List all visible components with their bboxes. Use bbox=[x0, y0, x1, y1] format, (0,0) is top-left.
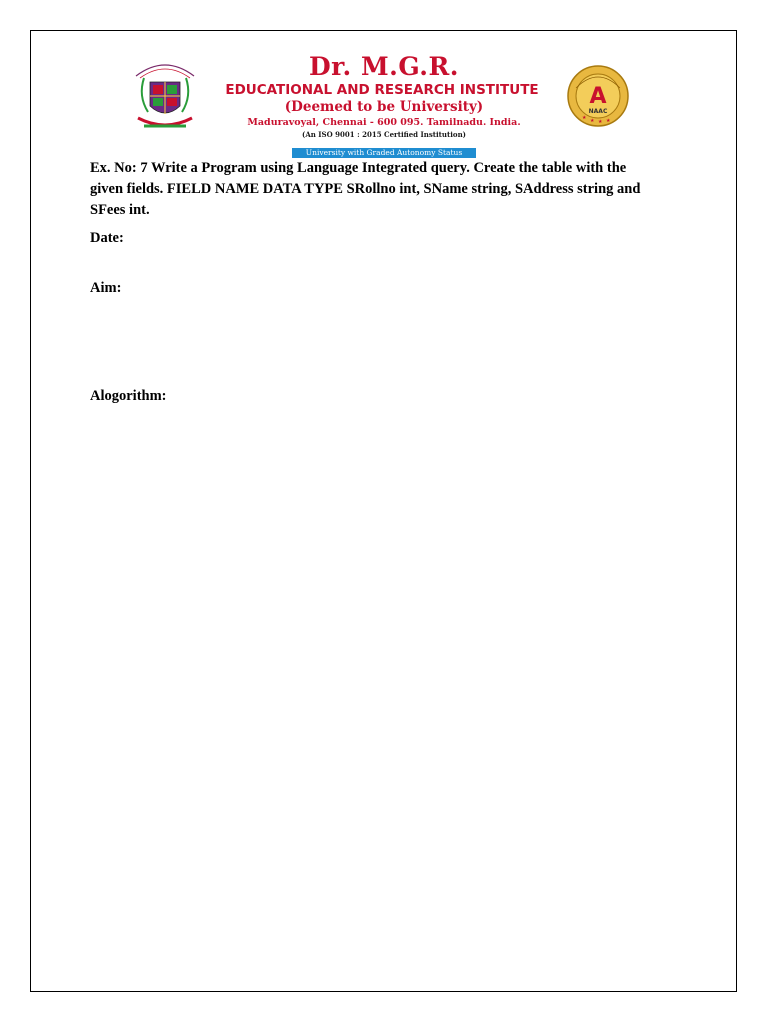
institute-full-name: EDUCATIONAL AND RESEARCH INSTITUTE bbox=[225, 82, 539, 98]
svg-text:★: ★ bbox=[582, 116, 587, 121]
exercise-description bbox=[90, 158, 680, 221]
institution-title-block bbox=[202, 50, 566, 159]
autonomy-status-banner: University with Graded Autonomy Status bbox=[292, 148, 476, 158]
algorithm-label: Alogorithm: bbox=[90, 388, 167, 404]
iso-certification: (An ISO 9001 : 2015 Certified Institution) bbox=[302, 130, 466, 139]
naac-label: NAAC bbox=[588, 108, 608, 115]
exercise-line-2: given fields. FIELD NAME DATA TYPE SRollno int, SName string, SAddress string and bbox=[90, 181, 641, 197]
svg-text:★: ★ bbox=[606, 119, 611, 124]
university-crest-icon bbox=[130, 56, 200, 138]
naac-seal-icon bbox=[566, 64, 630, 128]
svg-text:★: ★ bbox=[598, 120, 603, 125]
naac-grade: A bbox=[589, 84, 607, 109]
deemed-university-text: (Deemed to be University) bbox=[284, 99, 484, 115]
svg-text:★: ★ bbox=[590, 119, 595, 124]
institute-short-name: Dr. M.G.R. bbox=[309, 52, 459, 81]
institute-address: Maduravoyal, Chennai - 600 095. Tamilnadu. India. bbox=[247, 117, 521, 128]
aim-label: Aim: bbox=[90, 280, 122, 296]
institution-header bbox=[118, 50, 650, 157]
date-label: Date: bbox=[90, 230, 124, 246]
exercise-line-3: SFees int. bbox=[90, 202, 150, 218]
exercise-line-1: Ex. No: 7 Write a Program using Language Integrated query. Create the table with the bbox=[90, 160, 627, 176]
